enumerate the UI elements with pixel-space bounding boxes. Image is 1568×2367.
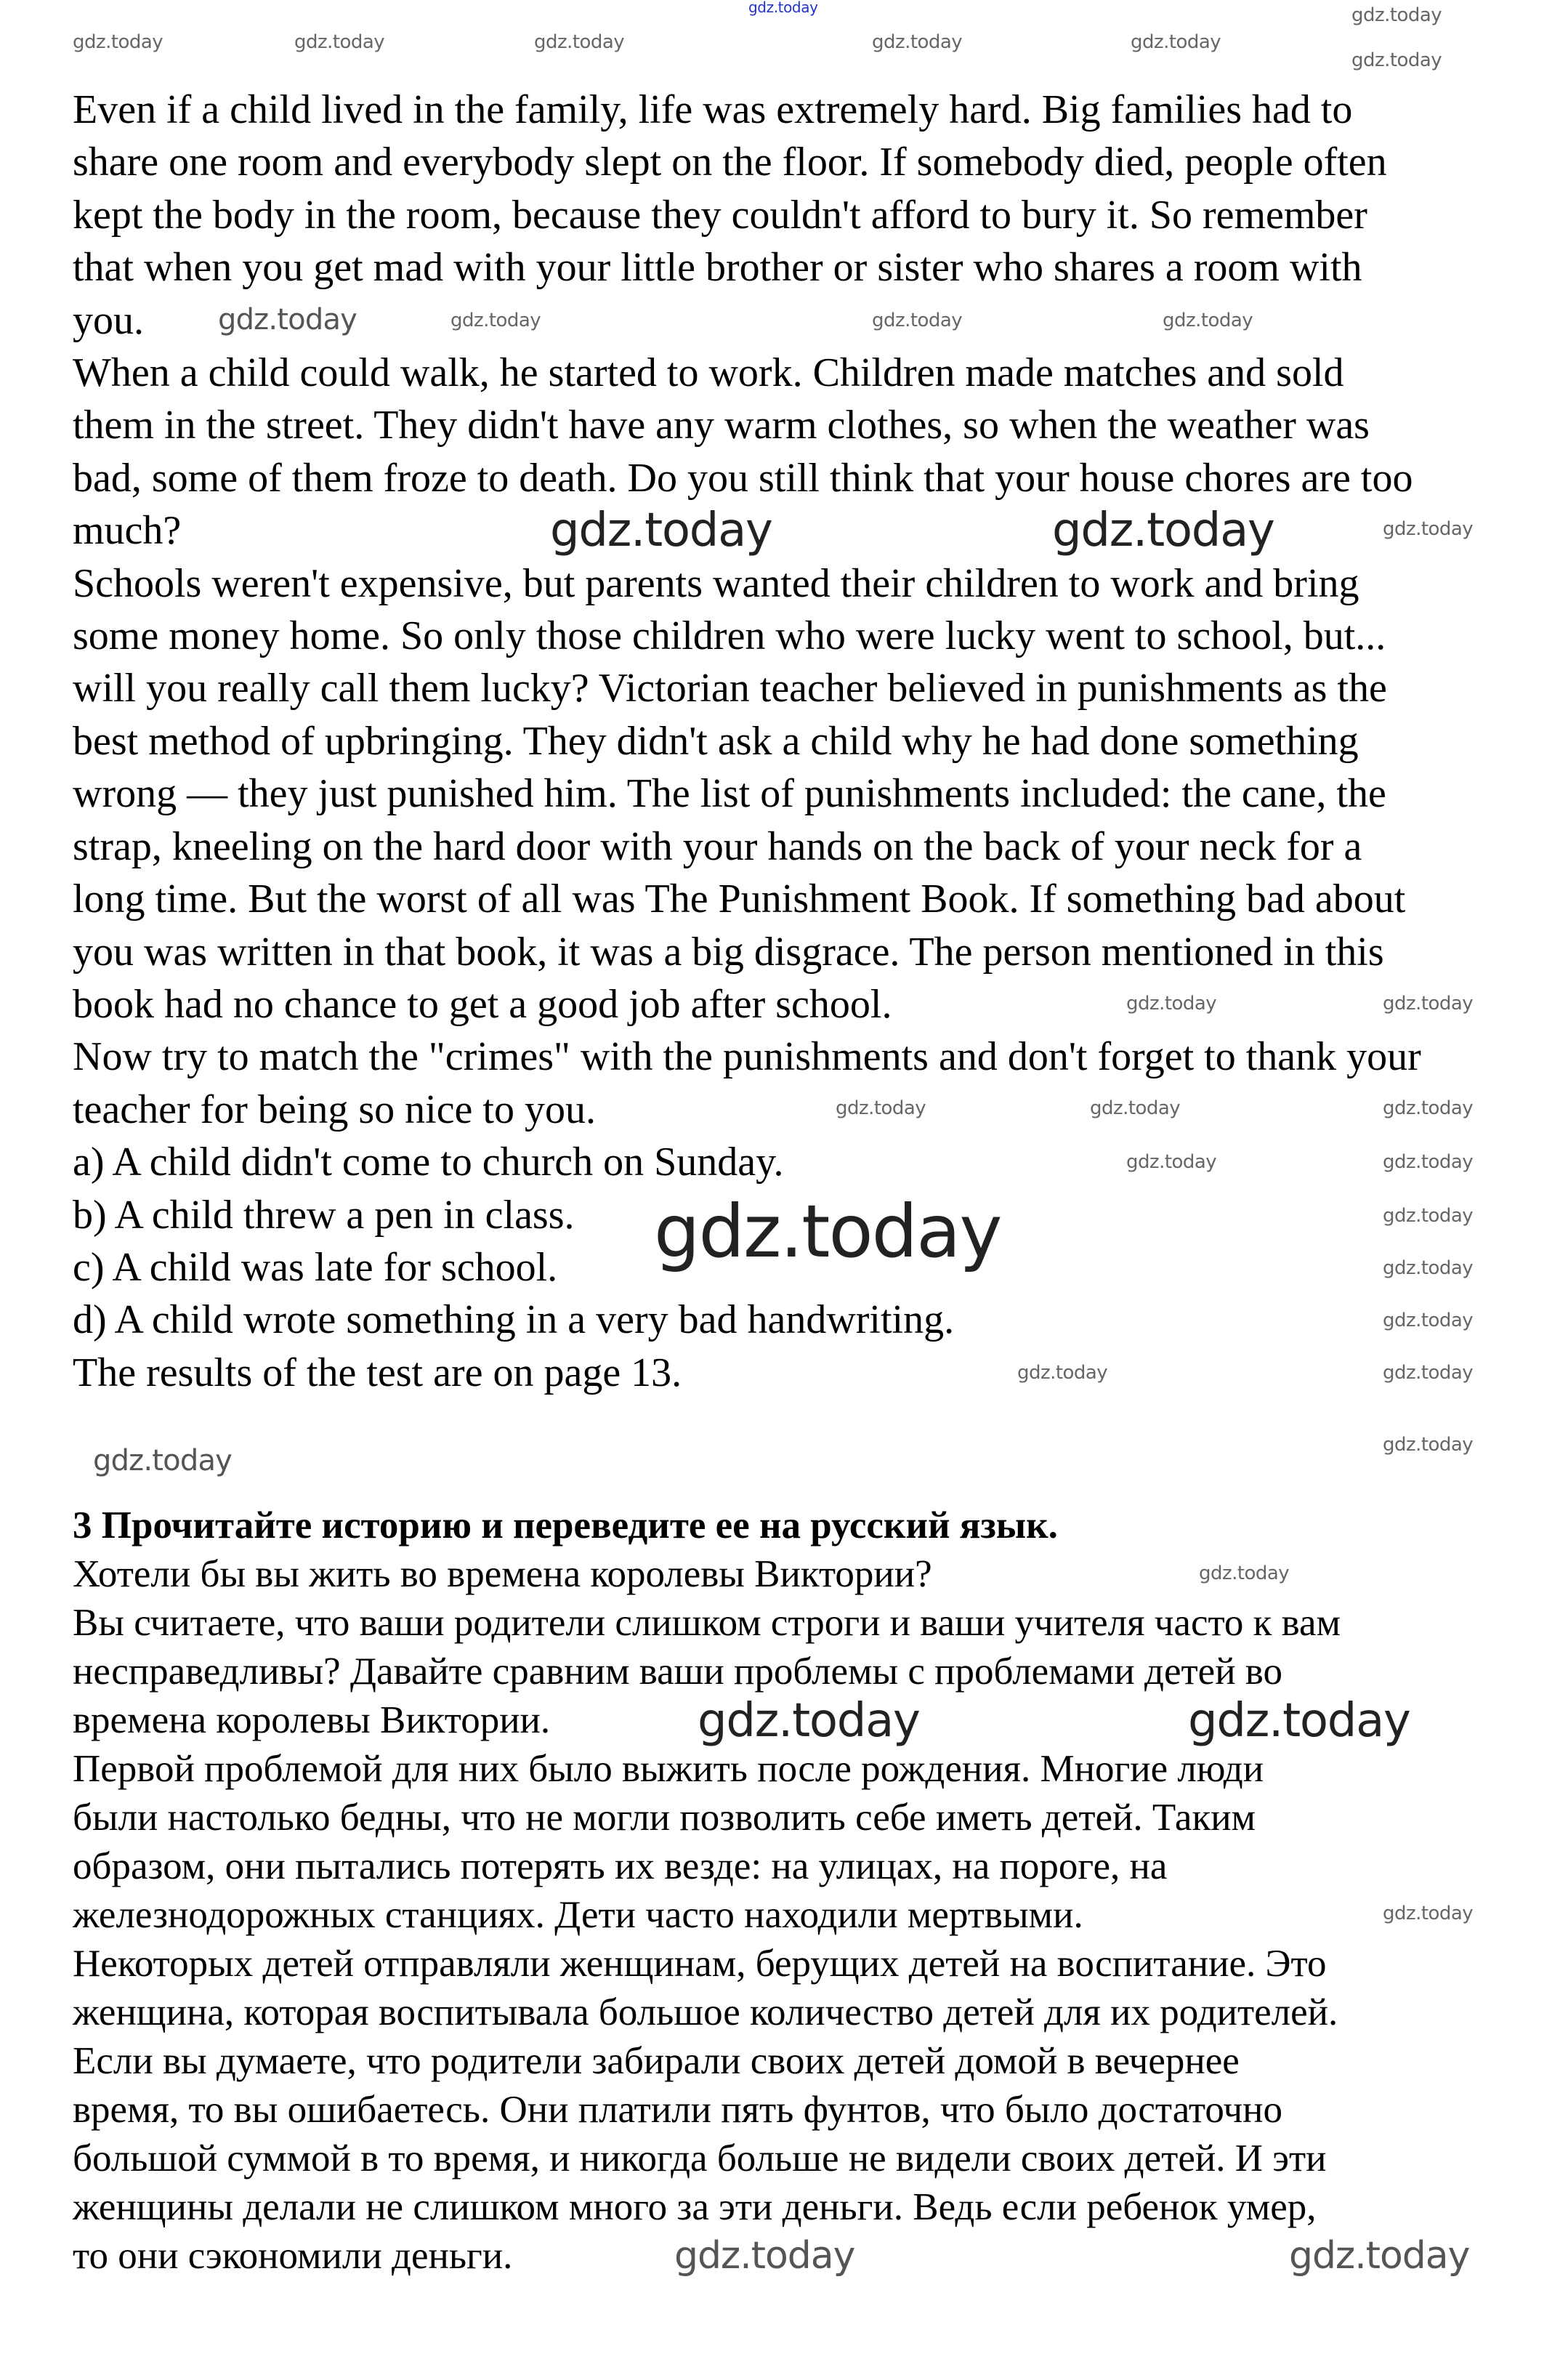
watermark: gdz.today <box>1289 2234 1470 2278</box>
text-line: были настолько бедны, что не могли позволить себе иметь детей. Таким <box>73 1797 1256 1839</box>
text-line: them in the street. They didn't have any warm clothes, so when the weather was <box>73 403 1370 448</box>
text-line: Now try to match the "crimes" with the punishments and don't forget to thank your <box>73 1034 1421 1080</box>
watermark: gdz.today <box>1017 1362 1108 1384</box>
watermark: gdz.today <box>1383 1434 1474 1456</box>
option-a: a) A child didn't come to church on Sunday. <box>73 1140 784 1185</box>
text-line: то они сэкономили деньги. <box>73 2235 513 2277</box>
watermark: gdz.today <box>1383 1097 1474 1119</box>
watermark: gdz.today <box>872 310 963 331</box>
text-line: teacher for being so nice to you. <box>73 1086 596 1132</box>
option-c: c) A child was late for school. <box>73 1244 558 1290</box>
watermark: gdz.today <box>73 31 163 53</box>
text-line: Некоторых детей отправляли женщинам, берущих детей на воспитание. Это <box>73 1943 1327 1985</box>
watermark: gdz.today <box>1090 1097 1181 1119</box>
text-line: you was written in that book, it was a big disgrace. The person mentioned in this <box>73 929 1384 975</box>
watermark: gdz.today <box>1052 504 1274 557</box>
option-b: b) A child threw a pen in class. <box>73 1192 575 1238</box>
text-line: book had no chance to get a good job after school. <box>73 981 892 1027</box>
text-line: The results of the test are on page 13. <box>73 1350 682 1395</box>
text-line: you. <box>73 297 144 343</box>
watermark: gdz.today <box>1131 31 1221 53</box>
watermark: gdz.today <box>1188 1694 1410 1748</box>
text-line: Если вы думаете, что родители забирали своих детей домой в вечернее <box>73 2040 1240 2082</box>
watermark: gdz.today <box>1163 310 1253 331</box>
watermark: gdz.today <box>1126 1151 1217 1173</box>
watermark: gdz.today <box>698 1694 920 1748</box>
option-d: d) A child wrote something in a very bad handwriting. <box>73 1297 955 1343</box>
task-heading: 3 Прочитайте историю и переведите ее на русский язык. <box>73 1504 1058 1547</box>
watermark: gdz.today <box>872 31 963 53</box>
watermark: gdz.today <box>294 31 385 53</box>
watermark: gdz.today <box>534 31 625 53</box>
watermark: gdz.today <box>550 504 772 557</box>
watermark: gdz.today <box>1383 1151 1474 1173</box>
text-line: When a child could walk, he started to work. Children made matches and sold <box>73 350 1344 396</box>
russian-text <box>73 1501 1341 2281</box>
watermark: gdz.today <box>1383 1257 1474 1279</box>
text-line: that when you get mad with your little brother or sister who shares a room with <box>73 245 1362 291</box>
text-line: Вы считаете, что ваши родители слишком строги и ваши учителя часто к вам <box>73 1602 1341 1644</box>
watermark: gdz.today <box>1351 49 1442 71</box>
text-line: железнодорожных станциях. Дети часто находили мертвыми. <box>73 1894 1083 1936</box>
text-line: женщина, которая воспитывала большое количество детей для их родителей. <box>73 1991 1338 2033</box>
text-line: время, то вы ошибаетесь. Они платили пять фунтов, что было достаточно <box>73 2089 1282 2131</box>
text-line: несправедливы? Давайте сравним ваши проблемы с проблемами детей во <box>73 1650 1282 1693</box>
watermark: gdz.today <box>218 303 357 336</box>
text-line: Even if a child lived in the family, life was extremely hard. Big families had to <box>73 87 1353 132</box>
watermark: gdz.today <box>1383 518 1474 540</box>
watermark: gdz.today <box>1351 4 1442 26</box>
text-line: some money home. So only those children who were lucky went to school, but... <box>73 613 1386 659</box>
watermark: gdz.today <box>1383 1310 1474 1331</box>
text-line: женщины делали не слишком много за эти деньги. Ведь если ребенок умер, <box>73 2186 1317 2228</box>
text-line: best method of upbringing. They didn't ask a child why he had done something <box>73 718 1359 764</box>
text-line: времена королевы Виктории. <box>73 1699 551 1741</box>
text-line: long time. But the worst of all was The Punishment Book. If something bad about <box>73 876 1406 922</box>
watermark: gdz.today <box>1383 993 1474 1015</box>
watermark: gdz.today <box>1383 1205 1474 1227</box>
watermark: gdz.today <box>450 310 541 331</box>
watermark: gdz.today <box>836 1097 926 1119</box>
text-line: Хотели бы вы жить во времена королевы Виктории? <box>73 1553 932 1595</box>
watermark: gdz.today <box>93 1444 233 1477</box>
text-line: bad, some of them froze to death. Do you still think that your house chores are too <box>73 455 1413 501</box>
watermark: gdz.today <box>1126 993 1217 1015</box>
watermark: gdz.today <box>1383 1903 1474 1924</box>
watermark: gdz.today <box>1199 1562 1290 1584</box>
text-line: will you really call them lucky? Victorian teacher believed in punishments as the <box>73 666 1387 711</box>
text-line: Schools weren't expensive, but parents wanted their children to work and bring <box>73 560 1359 606</box>
text-line: большой суммой в то время, и никогда больше не видели своих детей. И эти <box>73 2137 1327 2180</box>
watermark: gdz.today <box>1383 1362 1474 1384</box>
text-line: kept the body in the room, because they couldn't afford to bury it. So remember <box>73 192 1367 238</box>
watermark: gdz.today <box>748 0 818 16</box>
text-line: share one room and everybody slept on the floor. If somebody died, people often <box>73 140 1387 185</box>
text-line: Первой проблемой для них было выжить после рождения. Многие люди <box>73 1748 1264 1790</box>
watermark: gdz.today <box>674 2234 855 2278</box>
text-line: strap, kneeling on the hard door with your hands on the back of your neck for a <box>73 823 1362 869</box>
text-line: wrong — they just punished him. The list of punishments included: the cane, the <box>73 771 1386 817</box>
text-line: much? <box>73 508 182 554</box>
watermark: gdz.today <box>654 1189 1001 1274</box>
text-line: образом, они пытались потерять их везде: на улицах, на пороге, на <box>73 1845 1168 1887</box>
